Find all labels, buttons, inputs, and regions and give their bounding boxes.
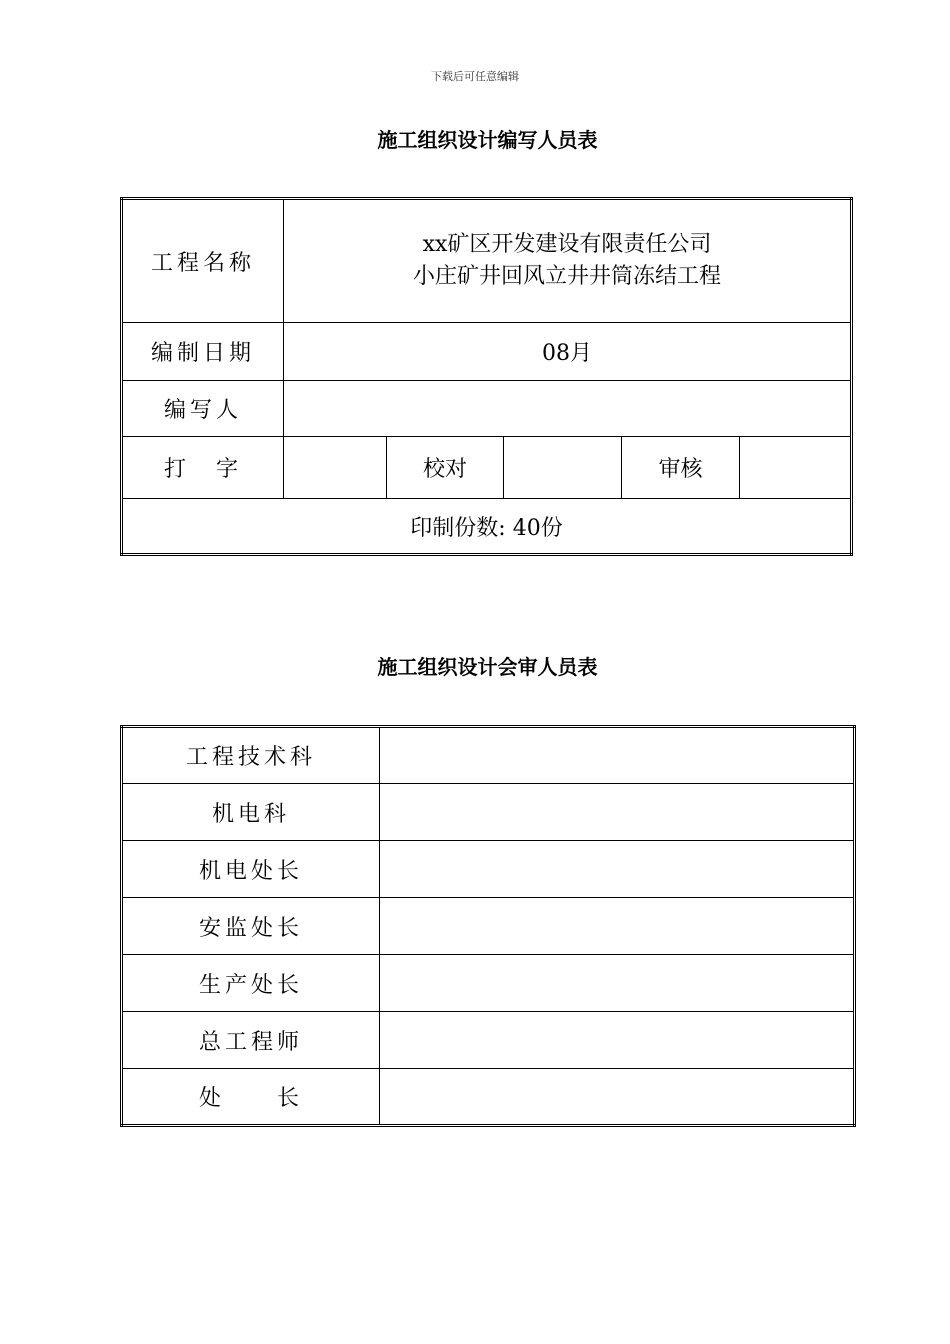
review-row-value [380,898,855,955]
review-row [122,727,855,784]
project-name-line2: 小庄矿井回风立井井筒冻结工程 [413,264,722,289]
review-row-value [380,841,855,898]
writer-table [120,197,853,556]
review-table-title: 施工组织设计会审人员表 [377,655,598,679]
review-row [122,898,855,955]
review-row-label: 机电科 [122,784,380,841]
header-note: 下载后可任意编辑 [431,70,519,83]
review-row-value [380,1069,855,1126]
project-name-label: 工程名称 [122,199,284,323]
date-label: 编制日期 [122,323,284,381]
writer-label: 编写人 [122,381,284,437]
review-row-value [380,955,855,1012]
review-table [120,725,856,1127]
review-row-value [380,784,855,841]
review-row-label: 处 长 [122,1069,380,1126]
writer-value [284,381,852,437]
review-row-label: 机电处长 [122,841,380,898]
typist-label: 打 字 [122,437,284,499]
review-value [740,437,852,499]
review-row [122,1012,855,1069]
review-row-label: 总工程师 [122,1012,380,1069]
proofread-label: 校对 [387,437,504,499]
review-row-label: 工程技术科 [122,727,380,784]
review-row [122,955,855,1012]
review-row-label: 安监处长 [122,898,380,955]
date-value: 08月 [284,323,852,381]
review-row-value [380,727,855,784]
review-label: 审核 [622,437,740,499]
review-row-value [380,1012,855,1069]
project-name-cell [284,199,852,323]
review-row [122,841,855,898]
typist-value [284,437,387,499]
project-name-line1: xx矿区开发建设有限责任公司 [422,232,712,257]
review-row [122,1069,855,1126]
writer-table-title: 施工组织设计编写人员表 [377,128,598,152]
review-row-label: 生产处长 [122,955,380,1012]
copies-text: 印制份数: 40份 [122,499,852,555]
review-row [122,784,855,841]
proofread-value [504,437,622,499]
